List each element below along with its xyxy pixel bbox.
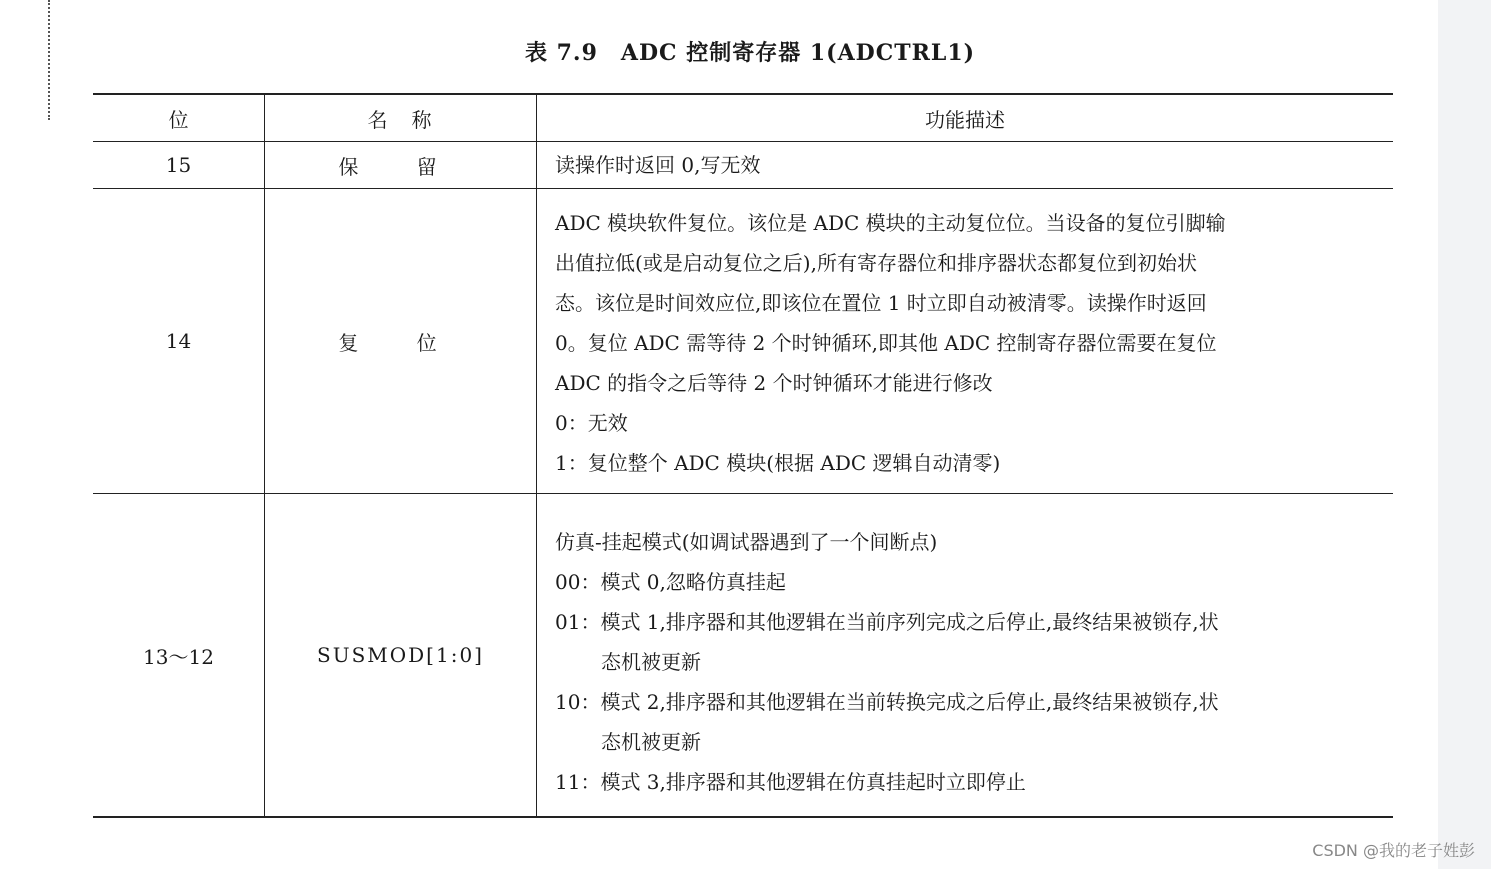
name-cell: 保 留 [265, 142, 537, 189]
header-name: 名 称 [265, 94, 537, 142]
description-line: 00：模式 0,忽略仿真挂起 [555, 570, 786, 594]
description-line: 读操作时返回 0,写无效 [555, 153, 761, 177]
description-line: 11：模式 3,排序器和其他逻辑在仿真挂起时立即停止 [555, 770, 1026, 794]
description-line: 10：模式 2,排序器和其他逻辑在当前转换完成之后停止,最终结果被锁存,状 [555, 690, 1219, 714]
table-row [93, 189, 1393, 494]
header-description: 功能描述 [537, 94, 1394, 142]
watermark: CSDN @我的老子姓彭 [1312, 841, 1475, 860]
description-line: 态机被更新 [601, 650, 701, 674]
description-line: 0：无效 [555, 411, 628, 435]
description-line: 01：模式 1,排序器和其他逻辑在当前序列完成之后停止,最终结果被锁存,状 [555, 610, 1219, 634]
bit-cell: 14 [93, 189, 265, 494]
description-cell [537, 142, 1394, 189]
margin-mark [48, 0, 50, 120]
description-line: 仿真-挂起模式(如调试器遇到了一个间断点) [555, 530, 938, 554]
bit-cell: 15 [93, 142, 265, 189]
name-cell: 复 位 [265, 189, 537, 494]
name-cell: SUSMOD[1:0] [265, 494, 537, 818]
description-line: 0。复位 ADC 需等待 2 个时钟循环,即其他 ADC 控制寄存器位需要在复位 [555, 331, 1217, 355]
description-cell [537, 494, 1394, 818]
table-title: 表 7.9 ADC 控制寄存器 1(ADCTRL1) [524, 40, 976, 66]
description-line: 1：复位整个 ADC 模块(根据 ADC 逻辑自动清零) [555, 451, 1001, 475]
description-line: 出值拉低(或是启动复位之后),所有寄存器位和排序器状态都复位到初始状 [555, 251, 1197, 275]
table-header-row [93, 94, 1393, 142]
table-row [93, 494, 1393, 818]
table-row [93, 142, 1393, 189]
description-line: ADC 模块软件复位。该位是 ADC 模块的主动复位位。当设备的复位引脚输 [555, 211, 1226, 235]
cut-off-heading [0, 0, 1438, 6]
description-line: ADC 的指令之后等待 2 个时钟循环才能进行修改 [555, 371, 993, 395]
header-bit: 位 [93, 94, 265, 142]
description-cell [537, 189, 1394, 494]
register-table [93, 93, 1393, 818]
description-line: 态机被更新 [601, 730, 701, 754]
bit-cell: 13～12 [93, 494, 265, 818]
scrollbar-gutter[interactable] [1438, 0, 1491, 869]
description-line: 态。该位是时间效应位,即该位在置位 1 时立即自动被清零。读操作时返回 [555, 291, 1207, 315]
